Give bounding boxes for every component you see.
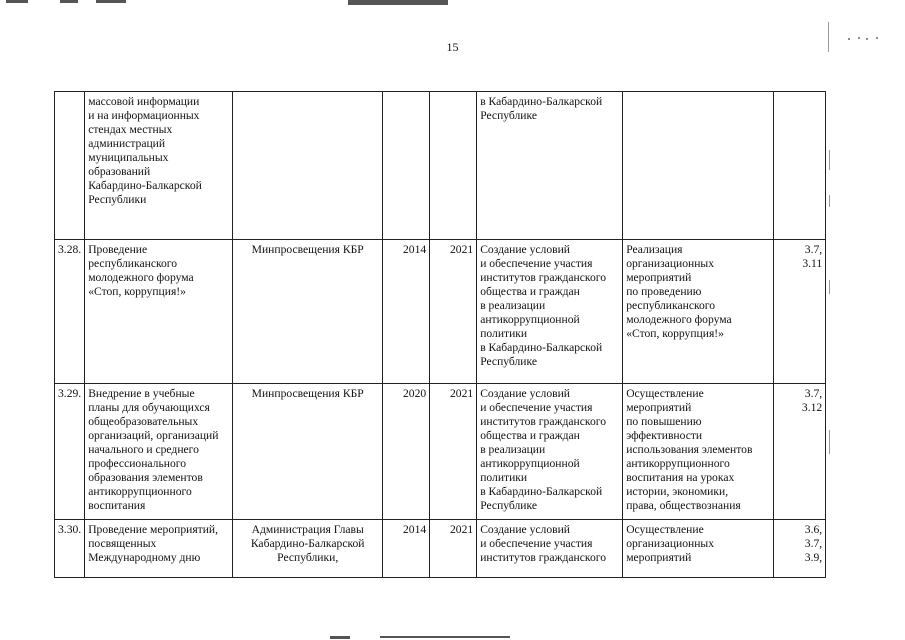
reference-cell-line: 3.7, (804, 387, 823, 400)
year-start-cell: 2014 (383, 240, 430, 384)
goal-cell-line: Создание условий (480, 243, 570, 256)
result-cell-line: мероприятий (626, 401, 692, 414)
result-cell-line: «Стоп, коррупция!» (626, 327, 724, 340)
goal-cell-line: и обеспечение участия (480, 401, 593, 414)
measure-name-cell-line: администраций (88, 137, 166, 150)
result-cell-line: Реализация (626, 243, 683, 256)
measure-name-cell (85, 240, 233, 384)
scan-mark (330, 636, 350, 639)
scan-mark (96, 0, 126, 3)
measure-name-cell-line: Проведение (88, 243, 148, 256)
executor-cell (233, 384, 383, 520)
reference-cell (774, 240, 826, 384)
goal-cell-line: Республике (480, 499, 538, 512)
goal-cell-line: Республике (480, 109, 538, 122)
result-cell-line: организационных (626, 257, 715, 270)
goal-cell-line: институтов гражданского (480, 271, 607, 284)
result-cell-line: эффективности (626, 429, 703, 442)
measure-name-cell-line: организаций, организаций (88, 429, 219, 442)
reference-cell (774, 92, 826, 240)
goal-cell (477, 240, 623, 384)
goal-cell-line: общества и граждан (480, 285, 580, 298)
scan-mark (60, 0, 78, 3)
goal-cell-line: в реализации (480, 299, 546, 312)
measure-name-cell-line: планы для обучающихся (88, 401, 210, 414)
year-end-cell: 2021 (430, 520, 477, 578)
measure-name-cell-line: республиканского (88, 257, 178, 270)
goal-cell-line: в Кабардино-Балкарской (480, 341, 603, 354)
year-start-cell: 2014 (383, 520, 430, 578)
item-number-cell: 3.28. (55, 240, 85, 384)
table-row (55, 384, 826, 520)
measure-name-cell (85, 92, 233, 240)
goal-cell-line: институтов гражданского (480, 415, 607, 428)
result-cell-line: республиканского (626, 299, 716, 312)
measure-name-cell-line: Республики (88, 193, 147, 206)
goal-cell-line: и обеспечение участия (480, 537, 593, 550)
year-start-cell: 2020 (383, 384, 430, 520)
reference-cell-line: 3.11 (802, 257, 823, 270)
measures-table (54, 91, 826, 578)
goal-cell-line: Создание условий (480, 387, 570, 400)
result-cell-line: использования элементов (626, 443, 753, 456)
goal-cell-line: в реализации (480, 443, 546, 456)
measure-name-cell-line: начального и среднего (88, 443, 199, 456)
measure-name-cell-line: Внедрение в учебные (88, 387, 195, 400)
result-cell (623, 240, 774, 384)
goal-cell-line: политики (480, 471, 528, 484)
item-number-cell: 3.30. (55, 520, 85, 578)
measure-name-cell-line: посвященных (88, 537, 157, 550)
measure-name-cell (85, 520, 233, 578)
year-end-cell: 2021 (430, 240, 477, 384)
goal-cell (477, 384, 623, 520)
scan-top-artifact (0, 0, 905, 6)
goal-cell-line: антикоррупционной (480, 313, 580, 326)
measure-name-cell-line: массовой информации (88, 95, 200, 108)
measure-name-cell (85, 384, 233, 520)
result-cell (623, 520, 774, 578)
result-cell-line: Осуществление (626, 387, 704, 400)
result-cell (623, 384, 774, 520)
goal-cell-line: и обеспечение участия (480, 257, 593, 270)
reference-cell-line: 3.7, (804, 537, 823, 550)
measure-name-cell-line: образований (88, 165, 151, 178)
measure-name-cell-line: Проведение мероприятий, (88, 523, 219, 536)
result-cell-line: по проведению (626, 285, 702, 298)
scan-mark (6, 0, 28, 3)
result-cell-line: истории, экономики, (626, 485, 729, 498)
executor-cell-line: Администрация Главы (251, 523, 364, 536)
result-cell-line: мероприятий (626, 551, 692, 564)
executor-cell (233, 520, 383, 578)
goal-cell-line: общества и граждан (480, 429, 580, 442)
goal-cell-line: институтов гражданского (480, 551, 607, 564)
measure-name-cell-line: и на информационных (88, 109, 200, 122)
result-cell-line: мероприятий (626, 271, 692, 284)
executor-cell-line: Минпросвещения КБР (251, 387, 364, 400)
year-end-cell (430, 92, 477, 240)
measure-name-cell-line: профессионального (88, 457, 187, 470)
goal-cell (477, 92, 623, 240)
margin-dot (858, 37, 860, 39)
item-number-cell: 3.29. (55, 384, 85, 520)
result-cell-line: Осуществление (626, 523, 704, 536)
reference-cell-line: 3.7, (804, 243, 823, 256)
goal-cell (477, 520, 623, 578)
executor-cell-line: Минпросвещения КБР (251, 243, 364, 256)
goal-cell-line: Создание условий (480, 523, 570, 536)
measure-name-cell-line: воспитания (88, 499, 146, 512)
margin-line (829, 430, 830, 454)
goal-cell-line: антикоррупционной (480, 457, 580, 470)
reference-cell-line: 3.9, (804, 551, 823, 564)
measure-name-cell-line: «Стоп, коррупция!» (88, 285, 186, 298)
scan-mark (380, 636, 510, 638)
reference-cell-line: 3.12 (801, 401, 823, 414)
measure-name-cell-line: антикоррупционного (88, 485, 192, 498)
margin-dot (876, 37, 878, 39)
table-row (55, 520, 826, 578)
table-row (55, 240, 826, 384)
reference-cell-line: 3.6, (804, 523, 823, 536)
reference-cell (774, 384, 826, 520)
year-start-cell (383, 92, 430, 240)
margin-line (829, 195, 830, 207)
executor-cell-line: Республики, (277, 551, 339, 564)
measure-name-cell-line: молодежного форума (88, 271, 194, 284)
measure-name-cell-line: стендах местных (88, 123, 173, 136)
result-cell-line: молодежного форума (626, 313, 732, 326)
margin-line (829, 280, 830, 294)
table-row (55, 92, 826, 240)
goal-cell-line: в Кабардино-Балкарской (480, 95, 603, 108)
result-cell-line: воспитания на уроках (626, 471, 735, 484)
measure-name-cell-line: общеобразовательных (88, 415, 199, 428)
scan-mark (348, 0, 448, 5)
measure-name-cell-line: Международному дню (88, 551, 201, 564)
executor-cell (233, 92, 383, 240)
result-cell-line: организационных (626, 537, 715, 550)
measure-name-cell-line: образования элементов (88, 471, 203, 484)
measure-name-cell-line: муниципальных (88, 151, 169, 164)
result-cell-line: антикоррупционного (626, 457, 730, 470)
reference-cell (774, 520, 826, 578)
measure-name-cell-line: Кабардино-Балкарской (88, 179, 202, 192)
executor-cell (233, 240, 383, 384)
result-cell (623, 92, 774, 240)
executor-cell-line: Кабардино-Балкарской (250, 537, 365, 550)
result-cell-line: по повышению (626, 415, 702, 428)
year-end-cell: 2021 (430, 384, 477, 520)
item-number-cell (55, 92, 85, 240)
page-number: 15 (446, 40, 459, 54)
goal-cell-line: Республике (480, 355, 538, 368)
margin-line (829, 150, 830, 170)
goal-cell-line: в Кабардино-Балкарской (480, 485, 603, 498)
goal-cell-line: политики (480, 327, 528, 340)
result-cell-line: права, обществознания (626, 499, 741, 512)
